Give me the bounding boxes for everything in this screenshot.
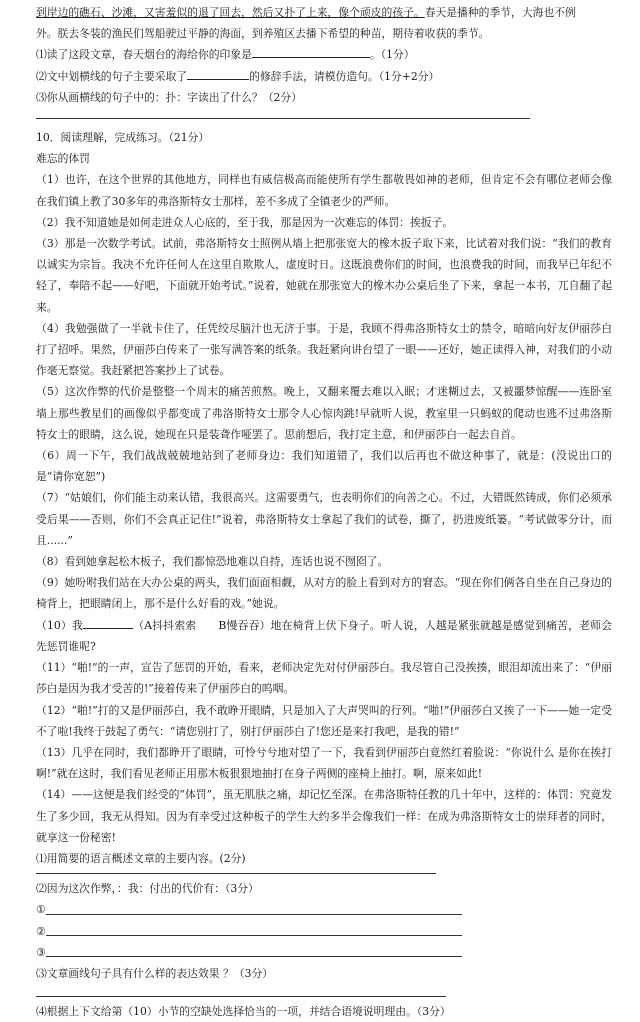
paragraph-13: （13）几乎在同时，我们都睁开了眼睛，可怜兮兮地对望了一下，我看到伊丽莎白竟然红着脸说：“你说什么 是你在挨打啊!”就在这时，我们看见老师正用那木板狠狠地抽打在身子两侧的座椅上抽打。啊，原来如此! [36, 745, 612, 781]
underlined-sentence: 到岸边的礁石、沙滩，又害羞似的退了回去，然后又扑了上来，像个顽皮的孩子。 [36, 6, 425, 19]
answer-line[interactable] [36, 118, 530, 119]
paragraph-6: （6）周一下午，我们战战兢兢地站到了老师身边：我们知道错了，我们以后再也不做这种事了，就是：(没说出口的是“请你宽恕”) [36, 449, 612, 484]
q9-passage-line2: 外。朕去冬装的渔民们驾船驶过平静的海面，到养殖区去播下希望的种苗，期待着收获的季节。 [36, 27, 490, 41]
question-2: ⑵因为这次作弊，：我：付出的代价有：（3分） [36, 882, 259, 896]
answer-blank[interactable] [83, 617, 133, 629]
q9-passage-line1: 到岸边的礁石、沙滩，又害羞似的退了回去，然后又扑了上来，像个顽皮的孩子。春天是播种的季节，大海也不例 [36, 6, 576, 19]
paragraph-9: （9）她吩咐我们站在大办公桌的两头，我们面面相觑，从对方的脸上看到对方的窘态。“现在你们俩各自坐在自己身边的椅背上，把眼睛闭上，那不是什么好看的戏。”她说。 [36, 576, 612, 611]
paragraph-1: （1）也许，在这个世界的其他地方，同样也有威信极高而能使所有学生都敬畏如神的老师，但肯定不会有哪位老师会像在我们镇上教了30多年的弗洛斯特女士那样，差不多成了全镇老少的严师。 [36, 173, 612, 208]
paragraph-11: （11）“啪!”的一声，宣告了惩罚的开始，看来，老师决定先对付伊丽莎白。我尽管自己没挨揍，眼泪却流出来了：“伊丽莎白是因为我才受苦的!”接着传来了伊丽莎白的呜咽。 [36, 661, 612, 696]
paragraph-2: （2）我不知道她是如何走进众人心底的，至于我，那是因为一次难忘的体罚：挨扳子。 [36, 215, 454, 229]
answer-row-1[interactable]: ① [36, 899, 612, 920]
paragraph-12: （12）“啪!”打的又是伊丽莎白，我不敢睁开眼睛，只是加入了大声哭叫的行列。“啪!”伊丽莎白又挨了一下——她一定受不了啦!我终于鼓起了勇气：“请您别打了，别打伊丽莎白了!您还是来打我吧，是我的错!” [36, 703, 612, 738]
answer-row-2[interactable]: ② [36, 921, 612, 942]
q10-heading: 10．阅读理解，完成练习。（21分） [36, 131, 210, 145]
q9-sub3: ⑶你从画横线的句子中的：扑：字读出了什么？（2分） [36, 90, 302, 104]
question-4: ⑷根据上下文给第（10）小节的空缺处选择恰当的一项，并结合语境说明理由。（3分） [36, 1005, 451, 1019]
paragraph-14: （14）——这便是我们经受的“体罚”，虽无肌肤之痛，却记忆至深。在弗洛斯特任教的几十年中，这样的：体罚：究竟发生了多少回，我无从得知。因为有幸受过这种板子的学生大约多半会像我们一样：在成为弗洛斯特女士的崇拜者的同时，就享这一份秘密! [36, 788, 612, 844]
paragraph-10: （10）我 （A抖抖索索 B慢吞吞）地在椅背上伏下身子。听人说，人越是紧张就越是感觉到痛苦，老师会先惩罚谁呢? [36, 618, 612, 653]
paragraph-5: （5）这次作弊的代价是整整一个周末的痛苦煎熬。晚上，又翻来覆去难以入眠；才迷糊过去，又被噩梦惊醒——连卧室墙上那些教星们的画像似乎都变成了弗洛斯特女士那令人心惊肉跳!早就听人说，教室里一只蚂蚁的爬动也逃不过弗洛斯特女士的眼睛，这么说，她现在只是装聋作哑罢了。思前想后，我打定主意，和伊丽莎白一起去自首。 [36, 385, 612, 441]
passage-title: 难忘的体罚 [36, 152, 90, 166]
answer-line[interactable] [36, 873, 436, 874]
question-3: ⑶文章画线句子具有什么样的表达效果 ？（3分） [36, 966, 274, 980]
paragraph-3: （3）那是一次数学考试。试前，弗洛斯特女士照例从墙上把那张宽大的橡木扳子取下来，比试着对我们说：“我们的教育以诚实为宗旨。我决不允许任何人在这里自欺欺人，虚度时日。这既浪费你们的时间，也浪费我的时间，而我早已年纪不轻了，奉陪不起——好吧，下面就开始考试。”说着，她就在那张宽大的橡木办公桌后坐了下来，拿起一本书，兀自翻了起来。 [36, 237, 612, 314]
q9-sub1: ⑴读了这段文章，春天烟台的海给你的印象是 。（1分） [36, 48, 415, 62]
paragraph-4: （4）我勉强做了一半就卡住了，任凭绞尽脑汁也无济于事。于是，我顾不得弗洛斯特女士的禁令，暗暗向好友伊丽莎白打了招呼。果然，伊丽莎白传来了一张写满答案的纸条。我赶紧向讲台望了一眼——还好，她正读得入神，对我们的小动作毫无察觉。我赶紧把答案抄上了试卷。 [36, 321, 612, 378]
answer-blank[interactable] [252, 46, 370, 58]
question-1: ⑴用简要的语言概述文章的主要内容。(2分) [36, 851, 246, 865]
q9-sub2: ⑵文中划横线的句子主要采取了 的修辞手法，请模仿造句。（1分+2分） [36, 69, 440, 83]
answer-line[interactable] [36, 996, 446, 997]
paragraph-8: （8）看到她拿起松木板子，我们都惊恐地难以自持，连话也说不囫囵了。 [36, 555, 389, 569]
answer-row-3[interactable]: ③ [36, 942, 612, 963]
answer-blank[interactable] [187, 68, 249, 80]
paragraph-7: （7）“姑娘们，你们能主动来认错，我很高兴。这需要勇气，也表明你们的向善之心。不过，大错既然铸成，你们必须承受后果——否则，你们不会真正记住!”说着，弗洛斯特女士拿起了我们的试卷，撕了，扔进废纸篓。“考试做零分计，而且......” [36, 491, 612, 547]
